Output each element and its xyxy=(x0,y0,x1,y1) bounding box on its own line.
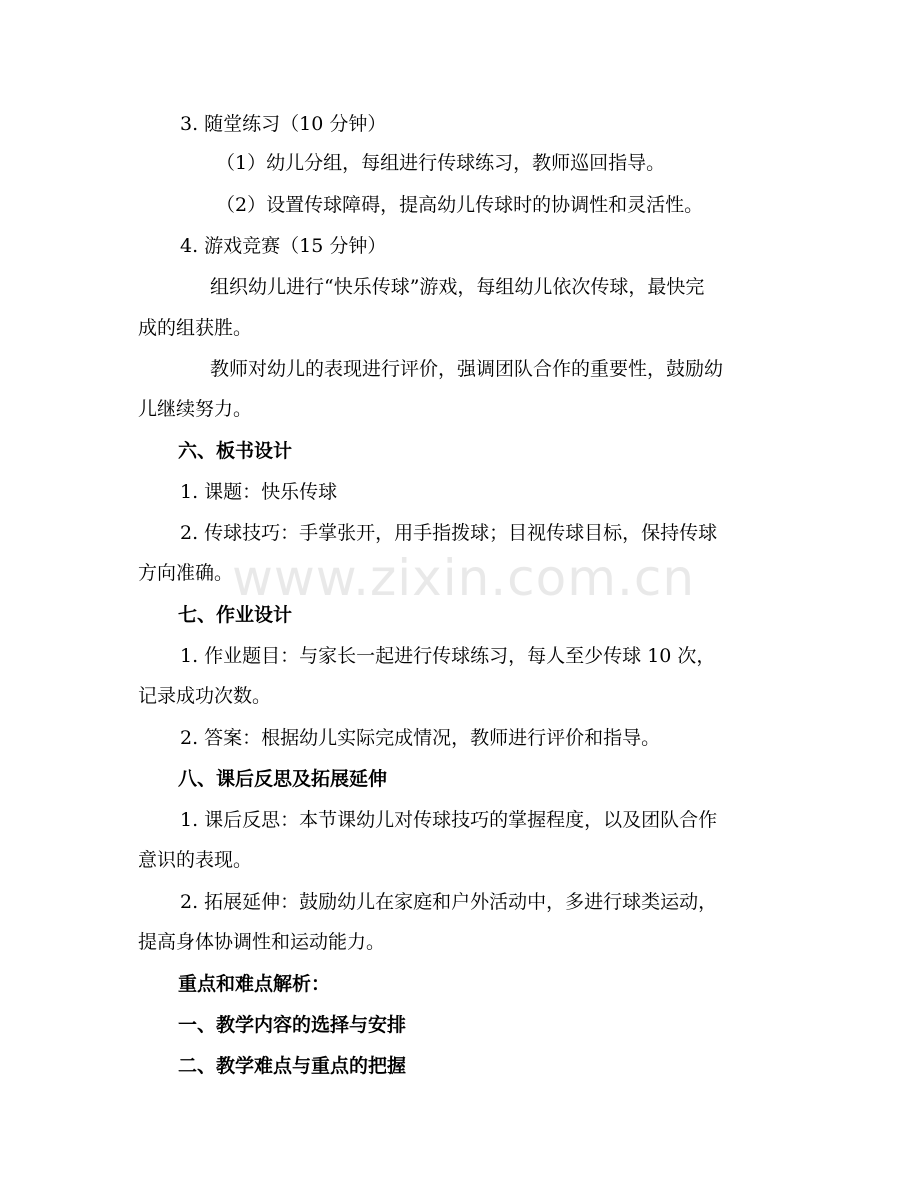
heading-difficulty-focus: 二、教学难点与重点的把握 xyxy=(178,1055,407,1077)
board-design-item-2-line-1: 2. 传球技巧：手掌张开，用手指拨球；目视传球目标，保持传球 xyxy=(180,522,718,544)
paragraph-evaluation-line-1: 教师对幼儿的表现进行评价，强调团队合作的重要性，鼓励幼 xyxy=(210,358,724,380)
board-design-item-1: 1. 课题：快乐传球 xyxy=(180,481,338,503)
section-3-item-1: （1）幼儿分组，每组进行传球练习，教师巡回指导。 xyxy=(216,152,666,174)
homework-item-1-line-1: 1. 作业题目：与家长一起进行传球练习，每人至少传球 10 次， xyxy=(180,645,716,667)
heading-homework-design: 七、作业设计 xyxy=(178,604,293,626)
reflection-item-1-line-2: 意识的表现。 xyxy=(138,849,253,871)
reflection-item-1-line-1: 1. 课后反思：本节课幼儿对传球技巧的掌握程度，以及团队合作 xyxy=(180,809,718,831)
paragraph-evaluation-line-2: 儿继续努力。 xyxy=(138,398,253,420)
heading-content-selection: 一、教学内容的选择与安排 xyxy=(178,1014,407,1036)
reflection-item-2-line-2: 提高身体协调性和运动能力。 xyxy=(138,931,386,953)
heading-board-design: 六、板书设计 xyxy=(178,440,293,462)
paragraph-game-line-2: 成的组获胜。 xyxy=(138,317,253,339)
heading-key-points: 重点和难点解析： xyxy=(178,973,331,995)
homework-item-1-line-2: 记录成功次数。 xyxy=(138,685,272,707)
homework-item-2: 2. 答案：根据幼儿实际完成情况，教师进行评价和指导。 xyxy=(180,727,661,749)
section-3-heading: 3. 随堂练习（10 分钟） xyxy=(180,113,387,135)
watermark: www.zixin.com.cn xyxy=(232,549,696,607)
board-design-item-2-line-2: 方向准确。 xyxy=(138,562,234,584)
paragraph-game-line-1: 组织幼儿进行“快乐传球”游戏，每组幼儿依次传球，最快完 xyxy=(210,276,705,298)
section-4-heading: 4. 游戏竞赛（15 分钟） xyxy=(180,235,387,257)
reflection-item-2-line-1: 2. 拓展延伸：鼓励幼儿在家庭和户外活动中，多进行球类运动， xyxy=(180,891,718,913)
heading-reflection: 八、课后反思及拓展延伸 xyxy=(178,768,388,790)
section-3-item-2: （2）设置传球障碍，提高幼儿传球时的协调性和灵活性。 xyxy=(216,194,704,216)
